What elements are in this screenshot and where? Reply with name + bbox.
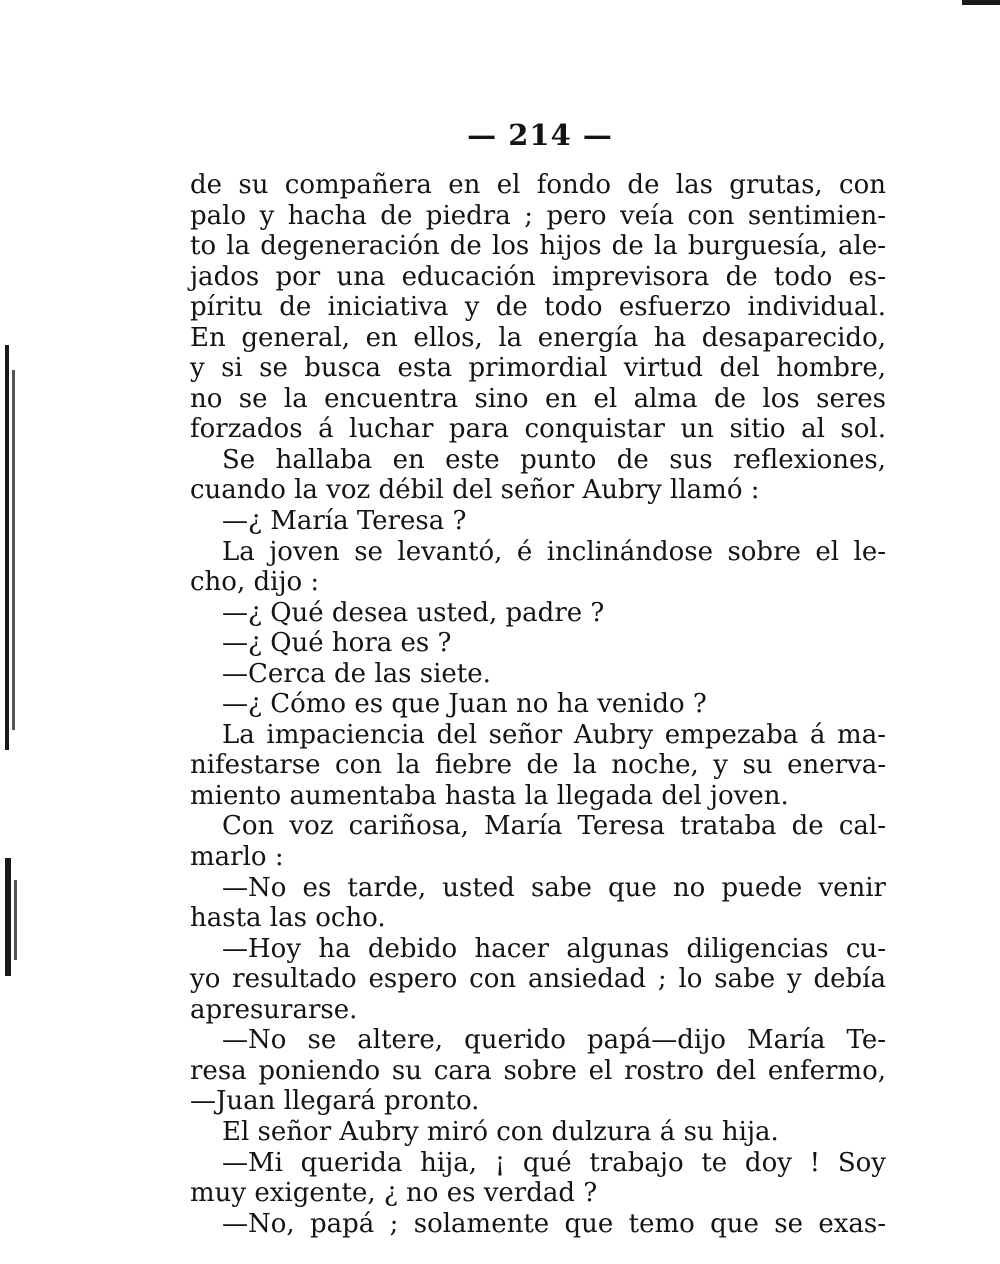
text-line: de su compañera en el fondo de las grutas, con	[190, 170, 886, 200]
text-line: Se hallaba en este punto de sus reflexiones,	[222, 444, 886, 475]
text-line: —¿ Qué desea usted, padre ?	[222, 597, 605, 628]
text-line: —No, papá ; solamente que temo que se exas-	[222, 1208, 886, 1239]
text-line: apresurarse.	[190, 994, 358, 1025]
text-line: —Hoy ha debido hacer algunas diligencias cu-	[222, 933, 886, 964]
text-line: nifestarse con la fiebre de la noche, y su enerva-	[190, 750, 886, 781]
text-line: —¿ Qué hora es ?	[222, 628, 452, 659]
text-line: yo resultado espero con ansiedad ; lo sabe y debía	[190, 964, 886, 995]
text-line: cho, dijo :	[190, 567, 320, 598]
text-line: —Juan llegará pronto.	[190, 1086, 480, 1117]
text-line: —Mi querida hija, ¡ qué trabajo te doy ! Soy	[222, 1147, 886, 1178]
text-line: hasta las ocho.	[190, 903, 386, 934]
text-line: to la degeneración de los hijos de la burguesía, ale-	[190, 231, 886, 262]
text-line: En general, en ellos, la energía ha desaparecido,	[190, 322, 886, 353]
page-number: — 214 —	[467, 118, 613, 152]
text-line: forzados á luchar para conquistar un sitio al sol.	[190, 414, 886, 445]
text-line: Con voz cariñosa, María Teresa trataba de cal-	[222, 811, 886, 842]
text-line: El señor Aubry miró con dulzura á su hija.	[222, 1116, 779, 1147]
text-line: palo y hacha de piedra ; pero veía con sentimien-	[190, 200, 886, 231]
text-line: jados por una educación imprevisora de todo es-	[190, 261, 886, 292]
body-text	[190, 170, 886, 1239]
text-line: miento aumentaba hasta la llegada del joven.	[190, 780, 789, 811]
text-line: píritu de iniciativa y de todo esfuerzo individual.	[190, 292, 886, 323]
text-line: resa poniendo su cara sobre el rostro del enfermo,	[190, 1055, 886, 1086]
text-line: La joven se levantó, é inclinándose sobre el le-	[222, 536, 886, 567]
text-line: no se la encuentra sino en el alma de los seres	[190, 383, 886, 414]
text-line: cuando la voz débil del señor Aubry llamó :	[190, 475, 760, 506]
text-line: marlo :	[190, 842, 284, 873]
text-line: —No se altere, querido papá—dijo María Te-	[222, 1025, 886, 1056]
scan-artifact	[962, 0, 1000, 5]
scan-artifact	[14, 880, 17, 960]
text-line: La impaciencia del señor Aubry empezaba á ma-	[222, 719, 886, 750]
scan-artifact	[5, 345, 9, 750]
text-line: —¿ Cómo es que Juan no ha venido ?	[222, 689, 707, 720]
text-line: muy exigente, ¿ no es verdad ?	[190, 1178, 598, 1209]
scan-artifact	[5, 858, 11, 976]
text-line: —No es tarde, usted sabe que no puede venir	[222, 872, 886, 903]
text-line: —¿ María Teresa ?	[222, 506, 467, 537]
text-line: —Cerca de las siete.	[222, 658, 491, 689]
text-line: y si se busca esta primordial virtud del hombre,	[190, 353, 886, 384]
scan-artifact	[12, 370, 15, 730]
